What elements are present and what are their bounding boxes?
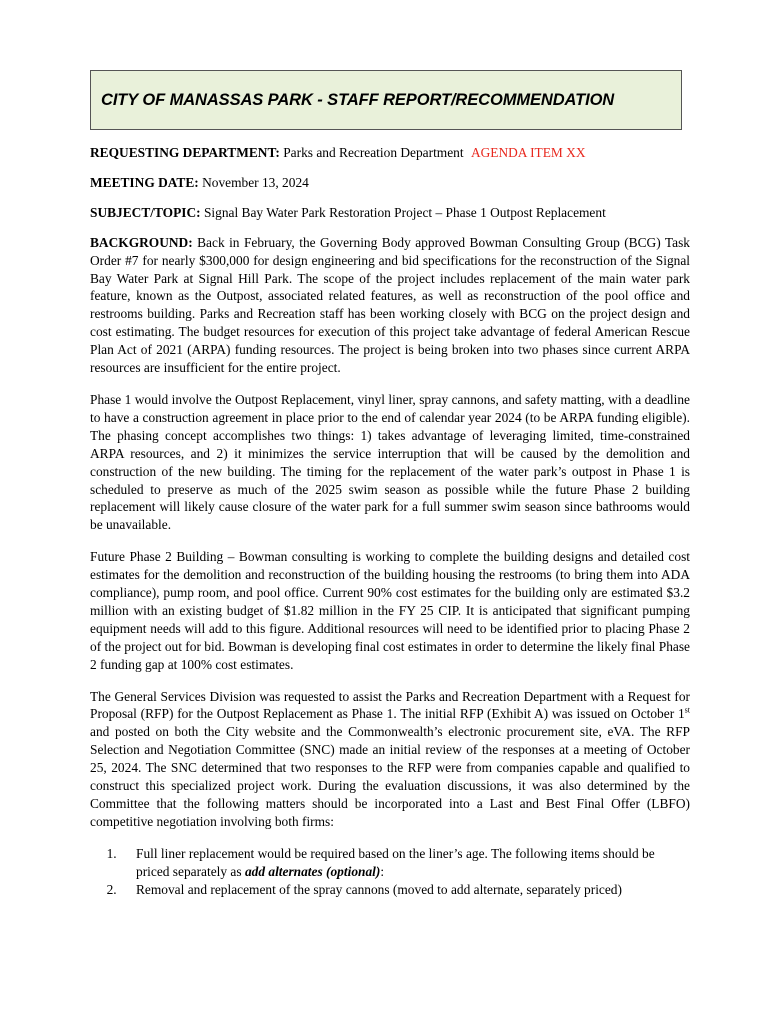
background-text-1: Back in February, the Governing Body approved Bowman Consulting Group (BCG) Task Order #7 for nearly $300,000 for design engineering and bid specifications for the reconstruction of the Signal Bay Water Park at Signal Hill Park. The scope of the project includes replacement of the main water park feature, known as the Outpost, associated related features, as well as reconstruction of the pool office and restrooms building. Parks and Recreation staff has been working closely with BCG on the project design and cost estimating. The budget resources for execution of this project take advantage of federal American Rescue Plan Act of 2021 (ARPA) funding resources. The project is being broken into two phases since current ARPA resources are insufficient for the entire project. bbox=[90, 234, 690, 376]
list-item-1-emphasis: add alternates (optional) bbox=[244, 863, 381, 879]
negotiation-items-list bbox=[90, 845, 690, 899]
meeting-date-value: November 13, 2024 bbox=[202, 174, 309, 190]
meeting-date-label: MEETING DATE: bbox=[90, 174, 199, 190]
agenda-item: AGENDA ITEM XX bbox=[470, 145, 586, 160]
report-title: CITY OF MANASSAS PARK - STAFF REPORT/RECOMMENDATION bbox=[101, 90, 615, 109]
background-paragraph-2: Phase 1 would involve the Outpost Replacement, vinyl liner, spray cannons, and safety matting, with a deadline to have a construction agreement in place prior to the end of calendar year 2024 (to be ARPA funding eligible). The phasing concept accomplishes two things: 1) takes advantage of leveraging limited, time-constrained ARPA resources, and 2) it minimizes the service interruption that will be caused by the demolition and construction of the new building. The timing for the replacement of the water park’s outpost in Phase 1 is scheduled to preserve as much of the 2025 swim season as possible while the future Phase 2 building replacement will likely cause closure of the water park for a full summer swim season since bathrooms would be unavailable. bbox=[90, 391, 690, 533]
requesting-department-label: REQUESTING DEPARTMENT: bbox=[90, 145, 280, 160]
paragraph-4-text-b: and posted on both the City website and the Commonwealth’s electronic procurement site, eVA. The RFP Selection and Negotiation Committee (SNC) made an initial review of the responses at a meeting of October 25, 2024. The SNC determined that two responses to the RFP were from companies capable and qualified to construct this specialized project work. During the evaluation discussions, it was also determined by the Committee that the following matters should be incorporated into a Last and Best Final Offer (LBFO) competitive negotiation involving both firms: bbox=[90, 724, 690, 829]
background-paragraph-3: Future Phase 2 Building – Bowman consulting is working to complete the building designs and detailed cost estimates for the demolition and reconstruction of the building housing the restrooms (to bring them into ADA compliance), pump room, and pool office. Current 90% cost estimates for the building only are estimated $3.2 million with an existing budget of $1.82 million in the FY 25 CIP. It is anticipated that significant pumping equipment needs will add to this figure. Additional resources will need to be identified prior to placing Phase 2 of the project out for bid. Bowman is developing final cost estimates in order to determine the likely final Phase 2 funding gap at 100% cost estimates. bbox=[90, 549, 690, 672]
background-paragraph-4 bbox=[90, 688, 690, 831]
meeting-date-line bbox=[90, 174, 690, 192]
list-item-1-text-a: Full liner replacement would be required based on the liner’s age. The following items should be priced separately as bbox=[136, 845, 655, 879]
report-title-box bbox=[90, 70, 682, 130]
background-paragraph-1 bbox=[90, 234, 690, 377]
background-label: BACKGROUND: bbox=[90, 234, 193, 250]
ordinal-suffix: st bbox=[684, 706, 690, 715]
subject-value: Signal Bay Water Park Restoration Project – Phase 1 Outpost Replacement bbox=[203, 204, 606, 220]
list-item bbox=[120, 845, 690, 881]
subject-line bbox=[90, 204, 690, 222]
subject-label: SUBJECT/TOPIC: bbox=[90, 204, 201, 220]
report-content bbox=[90, 144, 690, 899]
requesting-department-line bbox=[90, 144, 690, 162]
paragraph-4-text-a: The General Services Division was requested to assist the Parks and Recreation Department with a Request for Proposal (RFP) for the Outpost Replacement as Phase 1. The initial RFP (Exhibit A) was issued on October 1 bbox=[90, 688, 690, 722]
list-item-1-text-b: : bbox=[380, 863, 385, 879]
requesting-department-value: Parks and Recreation Department bbox=[283, 145, 464, 160]
list-item: 2. Removal and replacement of the spray cannons (moved to add alternate, separately priced) bbox=[120, 881, 690, 899]
